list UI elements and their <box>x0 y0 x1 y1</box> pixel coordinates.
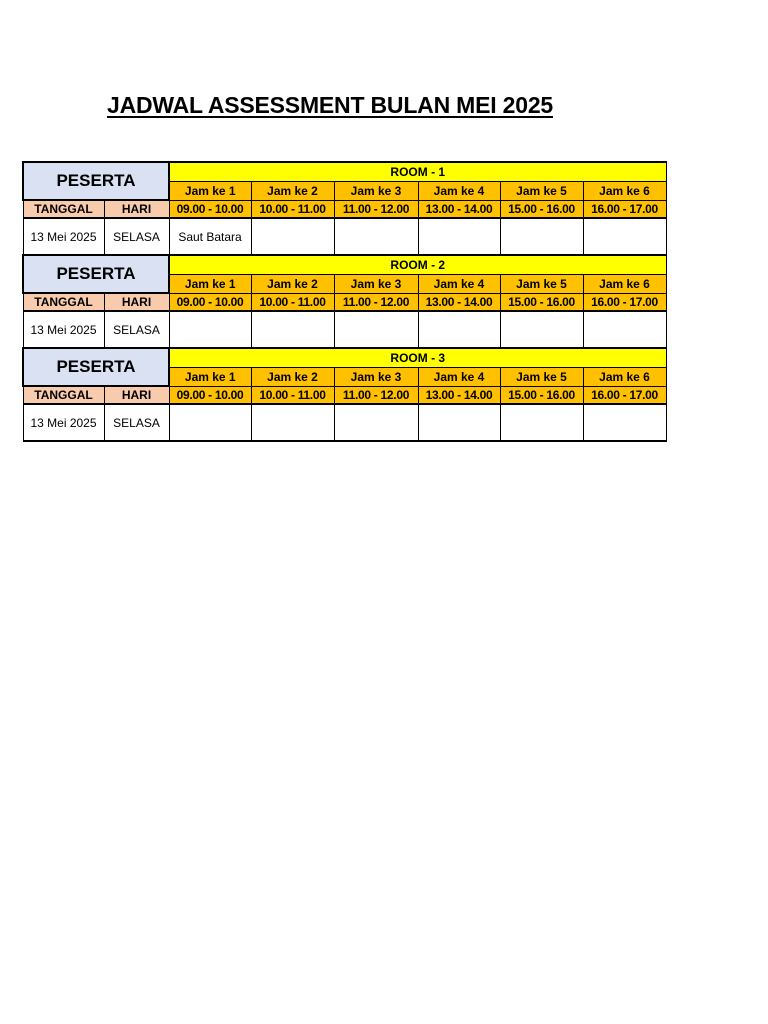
time-slot: 16.00 - 17.00 <box>583 293 666 311</box>
participant-cell[interactable]: Saut Batara <box>169 218 251 255</box>
peserta-label: PESERTA <box>23 162 169 200</box>
room-2-header-row <box>23 255 666 274</box>
jam-header: Jam ke 3 <box>334 274 418 293</box>
jam-header: Jam ke 5 <box>500 274 583 293</box>
participant-cell[interactable] <box>500 311 583 348</box>
time-slot: 10.00 - 11.00 <box>251 386 334 404</box>
hari-cell: SELASA <box>104 311 169 348</box>
jam-header: Jam ke 4 <box>418 181 500 200</box>
time-slot: 09.00 - 10.00 <box>169 386 251 404</box>
participant-cell[interactable] <box>334 311 418 348</box>
participant-cell[interactable] <box>418 311 500 348</box>
page-title: JADWAL ASSESSMENT BULAN MEI 2025 <box>107 92 554 118</box>
tanggal-cell: 13 Mei 2025 <box>23 311 104 348</box>
tanggal-label: TANGGAL <box>23 386 104 404</box>
time-slot: 09.00 - 10.00 <box>169 293 251 311</box>
slot-row <box>23 293 666 311</box>
jam-header: Jam ke 6 <box>583 367 666 386</box>
participant-cell[interactable] <box>418 218 500 255</box>
hari-label: HARI <box>104 293 169 311</box>
participant-cell[interactable] <box>500 218 583 255</box>
jam-header: Jam ke 1 <box>169 274 251 293</box>
peserta-label: PESERTA <box>23 255 169 293</box>
participant-cell[interactable] <box>583 311 666 348</box>
participant-cell[interactable] <box>583 404 666 441</box>
time-slot: 13.00 - 14.00 <box>418 386 500 404</box>
time-slot: 13.00 - 14.00 <box>418 293 500 311</box>
schedule-row <box>23 218 666 255</box>
time-slot: 15.00 - 16.00 <box>500 200 583 218</box>
participant-cell[interactable] <box>251 311 334 348</box>
participant-cell[interactable] <box>251 218 334 255</box>
participant-cell[interactable] <box>251 404 334 441</box>
hari-cell: SELASA <box>104 404 169 441</box>
peserta-label: PESERTA <box>23 348 169 386</box>
schedule-table <box>22 161 667 442</box>
schedule-row <box>23 311 666 348</box>
slot-row <box>23 386 666 404</box>
room-label: ROOM - 3 <box>169 348 666 367</box>
participant-cell[interactable] <box>169 311 251 348</box>
participant-cell[interactable] <box>583 218 666 255</box>
participant-cell[interactable] <box>334 218 418 255</box>
jam-header: Jam ke 1 <box>169 181 251 200</box>
tanggal-label: TANGGAL <box>23 293 104 311</box>
jam-header: Jam ke 2 <box>251 181 334 200</box>
slot-row <box>23 200 666 218</box>
time-slot: 16.00 - 17.00 <box>583 386 666 404</box>
tanggal-cell: 13 Mei 2025 <box>23 218 104 255</box>
room-label: ROOM - 1 <box>169 162 666 181</box>
time-slot: 10.00 - 11.00 <box>251 200 334 218</box>
time-slot: 13.00 - 14.00 <box>418 200 500 218</box>
jam-header: Jam ke 6 <box>583 274 666 293</box>
time-slot: 10.00 - 11.00 <box>251 293 334 311</box>
tanggal-label: TANGGAL <box>23 200 104 218</box>
participant-cell[interactable] <box>334 404 418 441</box>
jam-header: Jam ke 4 <box>418 367 500 386</box>
room-label: ROOM - 2 <box>169 255 666 274</box>
time-slot: 15.00 - 16.00 <box>500 293 583 311</box>
time-slot: 15.00 - 16.00 <box>500 386 583 404</box>
time-slot: 16.00 - 17.00 <box>583 200 666 218</box>
participant-cell[interactable] <box>169 404 251 441</box>
time-slot: 11.00 - 12.00 <box>334 200 418 218</box>
hari-label: HARI <box>104 386 169 404</box>
time-slot: 11.00 - 12.00 <box>334 386 418 404</box>
jam-header: Jam ke 3 <box>334 367 418 386</box>
participant-cell[interactable] <box>500 404 583 441</box>
room-3-header-row <box>23 348 666 367</box>
time-slot: 09.00 - 10.00 <box>169 200 251 218</box>
tanggal-cell: 13 Mei 2025 <box>23 404 104 441</box>
jam-header: Jam ke 2 <box>251 367 334 386</box>
room-1-header-row <box>23 162 666 181</box>
jam-header: Jam ke 6 <box>583 181 666 200</box>
jam-header: Jam ke 1 <box>169 367 251 386</box>
jam-header: Jam ke 4 <box>418 274 500 293</box>
jam-header: Jam ke 5 <box>500 367 583 386</box>
hari-cell: SELASA <box>104 218 169 255</box>
schedule-row <box>23 404 666 441</box>
jam-header: Jam ke 5 <box>500 181 583 200</box>
jam-header: Jam ke 3 <box>334 181 418 200</box>
time-slot: 11.00 - 12.00 <box>334 293 418 311</box>
participant-cell[interactable] <box>418 404 500 441</box>
jam-header: Jam ke 2 <box>251 274 334 293</box>
hari-label: HARI <box>104 200 169 218</box>
